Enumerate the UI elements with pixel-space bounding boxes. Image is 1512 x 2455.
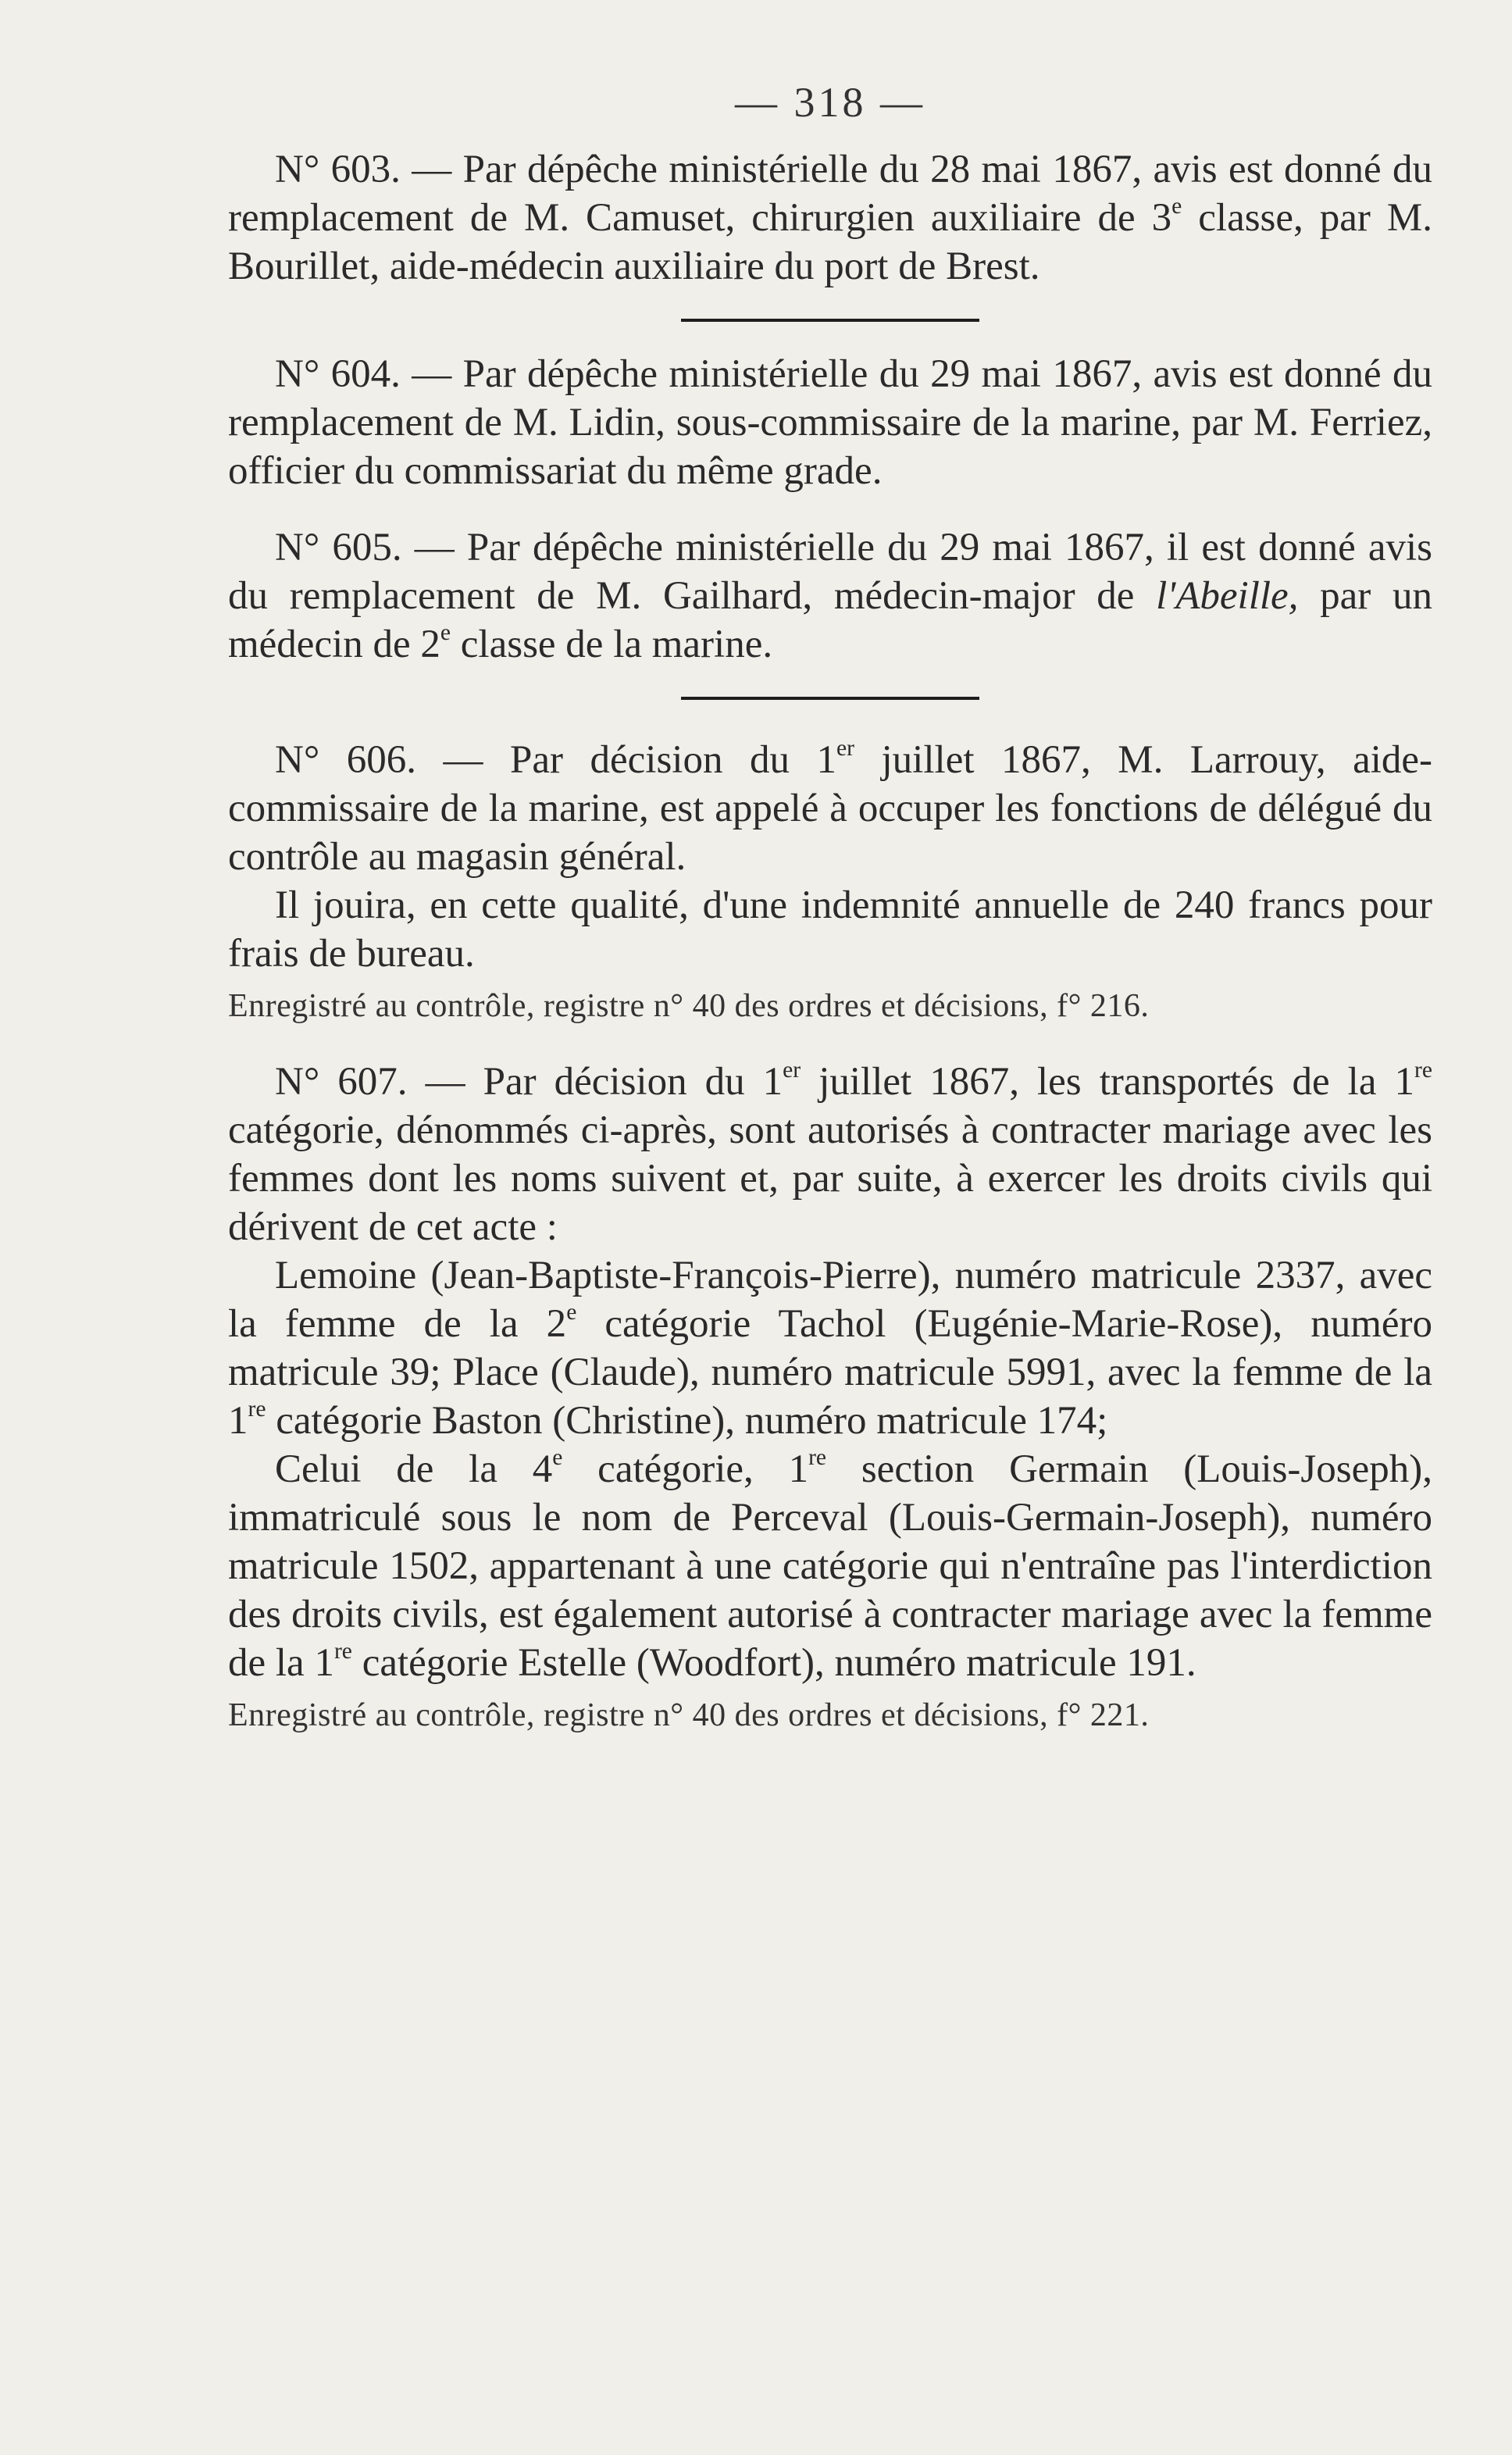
entry-paragraph [228, 145, 1432, 291]
entry-text: — Par dépêche ministérielle du 28 mai 1867, avis est donné du remplacement de M. Camuset, chirurgien auxiliaire de 3 [228, 148, 1433, 240]
entry-paragraph [228, 736, 1432, 881]
entry-text: section Germain (Louis-Joseph), immatriculé sous le nom de Perceval (Louis-Germain-Joseph), numéro matricule 1502, appartenant à une catégorie qui n'entraîne pas l'interdiction des droits civils, est également autorisé à contracter mariage avec la femme de la 1 [228, 1447, 1432, 1685]
entry-606 [228, 736, 1432, 1028]
entry-paragraph [228, 1251, 1432, 1445]
entry-number: 606. [346, 738, 416, 782]
entry-text: juillet 1867, M. Larrouy, aide-commissaire de la marine, est appelé à occuper les fonctions de délégué du contrôle au magasin général. [228, 738, 1433, 879]
page-number: — 318 — [735, 79, 925, 126]
entry-603 [228, 145, 1432, 291]
entry-text: juillet 1867, les transportés de la 1 [801, 1060, 1415, 1104]
entry-paragraph: Il jouira, en cette qualité, d'une indemnité annuelle de 240 francs pour frais de bureau. [228, 883, 1432, 976]
entry-no-label: N° [275, 1060, 320, 1104]
entry-paragraph [228, 523, 1432, 669]
entry-text: — Par décision du 1 [443, 738, 837, 782]
text-column [228, 78, 1432, 1767]
entry-text: — Par décision du 1 [425, 1060, 783, 1104]
entry-paragraph [228, 350, 1432, 495]
entry-text: classe, par M. Bourillet, aide-médecin auxiliaire du port de Brest. [228, 196, 1432, 288]
superscript: e [1171, 193, 1182, 219]
entry-number: 604. [330, 352, 401, 396]
entry-text: par un médecin de 2 [228, 574, 1433, 666]
entry-paragraph [228, 1058, 1432, 1251]
superscript: e [552, 1444, 563, 1470]
entry-paragraph [228, 1445, 1432, 1687]
separator-rule [681, 319, 979, 322]
entry-text: Lemoine (Jean-Baptiste-François-Pierre), numéro matricule 2337, avec la femme de la 2 [228, 1254, 1432, 1346]
entry-no-label: N° [275, 738, 320, 782]
entry-605 [228, 523, 1432, 669]
superscript: re [808, 1444, 827, 1470]
entry-text: catégorie Baston (Christine), numéro matricule 174; [266, 1399, 1108, 1443]
entry-no-label: N° [275, 352, 320, 396]
superscript: re [248, 1396, 266, 1422]
entry-text: catégorie, 1 [562, 1447, 809, 1491]
entry-text: classe de la marine. [451, 623, 773, 666]
superscript: er [783, 1057, 801, 1083]
entry-number: 607. [337, 1060, 408, 1104]
separator-rule [681, 697, 979, 700]
ship-name: l'Abeille, [1156, 574, 1299, 618]
superscript: re [333, 1638, 352, 1664]
registration-note: Enregistré au contrôle, registre n° 40 des ordres et décisions, f° 221. [228, 1697, 1150, 1733]
entry-text: — Par dépêche ministérielle du 29 mai 1867, avis est donné du remplacement de M. Lidin, sous-commissaire de la marine, par M. Ferriez, officier du commissariat du même grade. [228, 352, 1433, 493]
superscript: er [836, 735, 854, 761]
entry-text: catégorie, dénommés ci-après, sont autorisés à contracter mariage avec les femmes dont les noms suivent et, par suite, à exercer les droits civils qui dérivent de cet acte : [228, 1108, 1432, 1249]
entry-no-label: N° [275, 148, 320, 191]
entry-text: — Par dépêche ministérielle du 29 mai 1867, il est donné avis du remplacement de M. Gailhard, médecin-major de [228, 526, 1433, 618]
entry-number: 605. [332, 526, 402, 569]
entry-number: 603. [330, 148, 401, 191]
superscript: e [566, 1299, 577, 1325]
registration-note: Enregistré au contrôle, registre n° 40 des ordres et décisions, f° 216. [228, 988, 1150, 1024]
superscript: re [1414, 1057, 1433, 1083]
superscript: e [440, 619, 451, 645]
entry-text: Celui de la 4 [275, 1447, 553, 1491]
entry-text: catégorie Tachol (Eugénie-Marie-Rose), numéro matricule 39; Place (Claude), numéro matricule 5991, avec la femme de la 1 [228, 1302, 1432, 1443]
entry-no-label: N° [275, 526, 320, 569]
entry-604 [228, 350, 1432, 495]
entry-607 [228, 1058, 1432, 1737]
entry-text: catégorie Estelle (Woodfort), numéro matricule 191. [351, 1641, 1196, 1685]
